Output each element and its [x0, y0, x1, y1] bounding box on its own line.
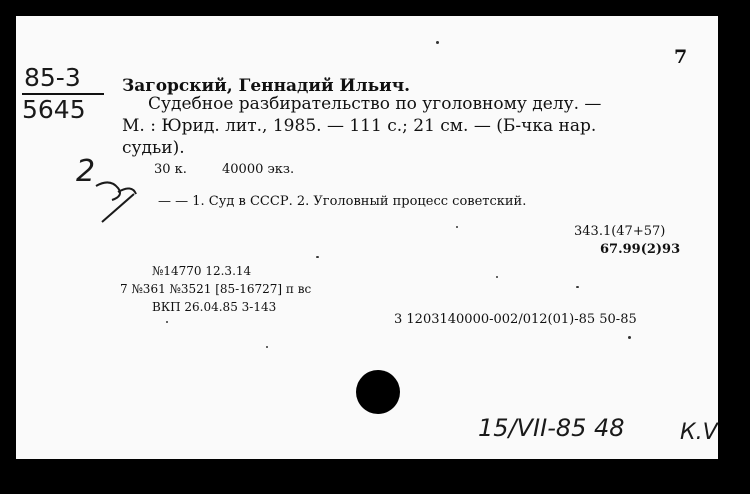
- speck: [436, 41, 439, 44]
- print-run: 40000 экз.: [222, 162, 295, 177]
- title-line-3: судьи).: [122, 138, 185, 158]
- accession-line-3: ВКП 26.04.85 3-143: [152, 300, 277, 314]
- speck: [166, 321, 168, 323]
- page-number: 7: [674, 46, 688, 68]
- accession-line-2: 7 №361 №3521 [85-16727] п вс: [120, 282, 312, 296]
- handwritten-initials: К.V: [680, 420, 718, 445]
- speck: [628, 336, 631, 339]
- handwritten-date: 15/VII-85 48: [478, 414, 625, 442]
- price: 30 к.: [154, 162, 187, 177]
- punch-hole: [356, 370, 400, 414]
- handwritten-mark: 2: [76, 154, 96, 189]
- udc-index: 343.1(47+57): [574, 224, 666, 239]
- speck: [456, 226, 458, 228]
- accession-line-1: №14770 12.3.14: [152, 264, 252, 278]
- call-number-top: 85-3: [24, 63, 81, 92]
- bbk-index: 67.99(2)93: [600, 242, 681, 257]
- speck: [316, 256, 319, 258]
- catalog-card: [16, 16, 718, 459]
- subject-headings: — — 1. Суд в СССР. 2. Уголовный процесс советский.: [158, 194, 527, 209]
- call-number-bottom: 5645: [22, 95, 86, 124]
- speck: [266, 346, 268, 348]
- speck: [576, 286, 579, 288]
- author-heading: Загорский, Геннадий Ильич.: [122, 76, 411, 96]
- handwritten-scribble: [88, 156, 148, 226]
- code-line: 3 1203140000-002/012(01)-85 50-85: [394, 312, 637, 327]
- title-line-1: Судебное разбирательство по уголовному делу. —: [148, 94, 602, 114]
- title-line-2: М. : Юрид. лит., 1985. — 111 с.; 21 см. — (Б-чка нар.: [122, 116, 597, 136]
- speck: [496, 276, 498, 278]
